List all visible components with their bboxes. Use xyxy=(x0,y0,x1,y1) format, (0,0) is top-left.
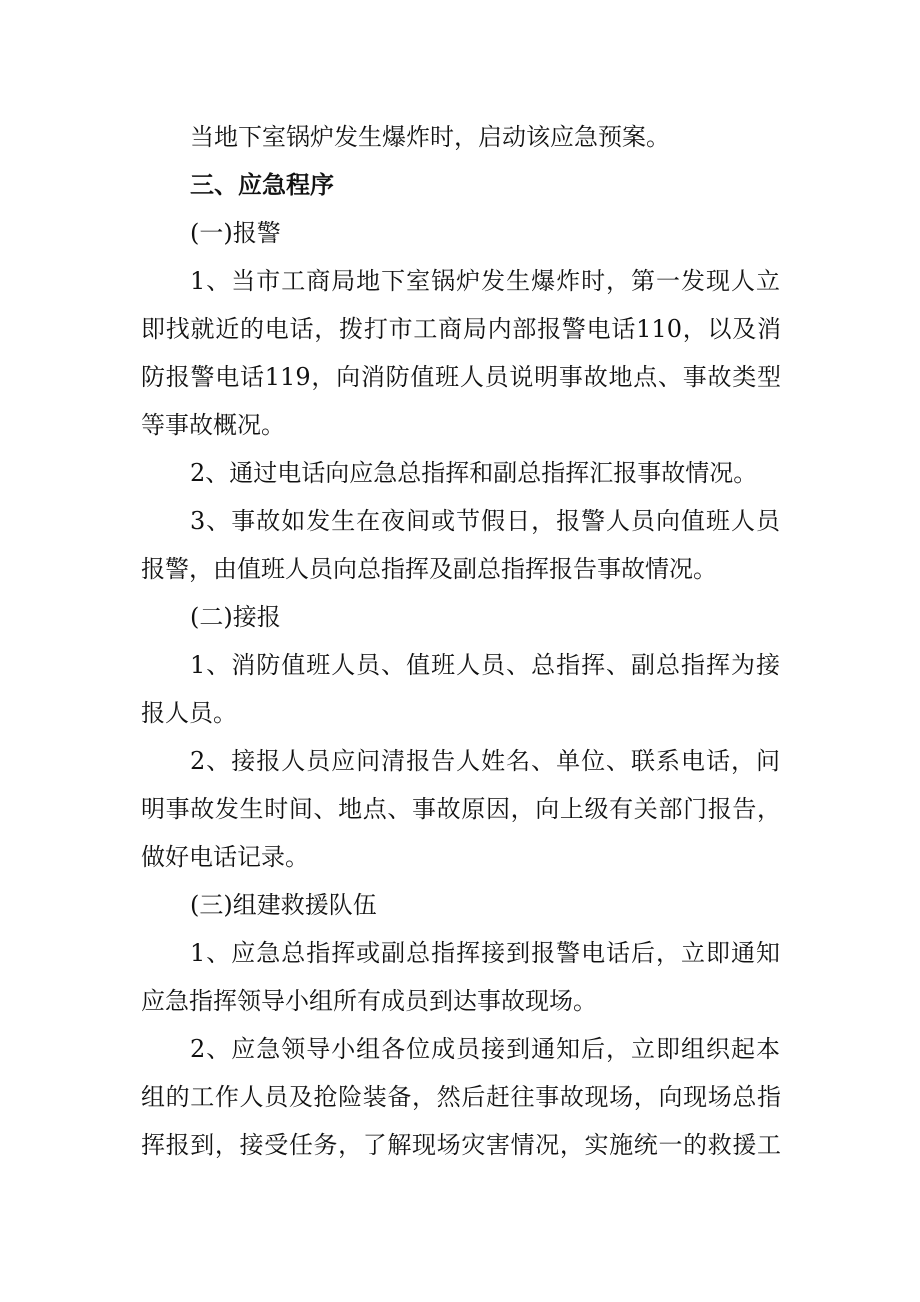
paragraph-line: 2、接报人员应问清报告人姓名、单位、联系电话，问 xyxy=(190,747,780,775)
paragraph-line: 等事故概况。 xyxy=(141,411,285,439)
paragraph-line: 报人员。 xyxy=(141,699,237,727)
paragraph-line: 挥报到，接受任务，了解现场灾害情况，实施统一的救援工 xyxy=(141,1131,781,1159)
section-heading: 三、应急程序 xyxy=(190,170,334,199)
paragraph-line: 2、应急领导小组各位成员接到通知后，立即组织起本 xyxy=(190,1035,780,1063)
paragraph-line: 1、消防值班人员、值班人员、总指挥、副总指挥为接 xyxy=(190,651,780,679)
paragraph-line: 1、当市工商局地下室锅炉发生爆炸时，第一发现人立 xyxy=(190,267,780,295)
paragraph-line: 应急指挥领导小组所有成员到达事故现场。 xyxy=(141,987,597,1015)
paragraph-line: 报警，由值班人员向总指挥及副总指挥报告事故情况。 xyxy=(141,555,717,583)
subsection-heading: (一)报警 xyxy=(190,219,281,247)
paragraph-line: 1、应急总指挥或副总指挥接到报警电话后，立即通知 xyxy=(190,939,780,967)
paragraph-line: 当地下室锅炉发生爆炸时，启动该应急预案。 xyxy=(190,123,670,151)
paragraph-line: 3、事故如发生在夜间或节假日，报警人员向值班人员 xyxy=(190,507,780,535)
paragraph-line: 防报警电话119，向消防值班人员说明事故地点、事故类型 xyxy=(141,363,781,391)
subsection-heading: (三)组建救援队伍 xyxy=(190,891,377,919)
paragraph-line: 明事故发生时间、地点、事故原因，向上级有关部门报告， xyxy=(141,795,781,823)
paragraph-line: 做好电话记录。 xyxy=(141,843,309,871)
paragraph-line: 2、通过电话向应急总指挥和副总指挥汇报事故情况。 xyxy=(190,459,758,487)
paragraph-line: 即找就近的电话，拨打市工商局内部报警电话110，以及消 xyxy=(141,315,781,343)
paragraph-line: 组的工作人员及抢险装备，然后赶往事故现场，向现场总指 xyxy=(141,1083,781,1111)
subsection-heading: (二)接报 xyxy=(190,603,281,631)
